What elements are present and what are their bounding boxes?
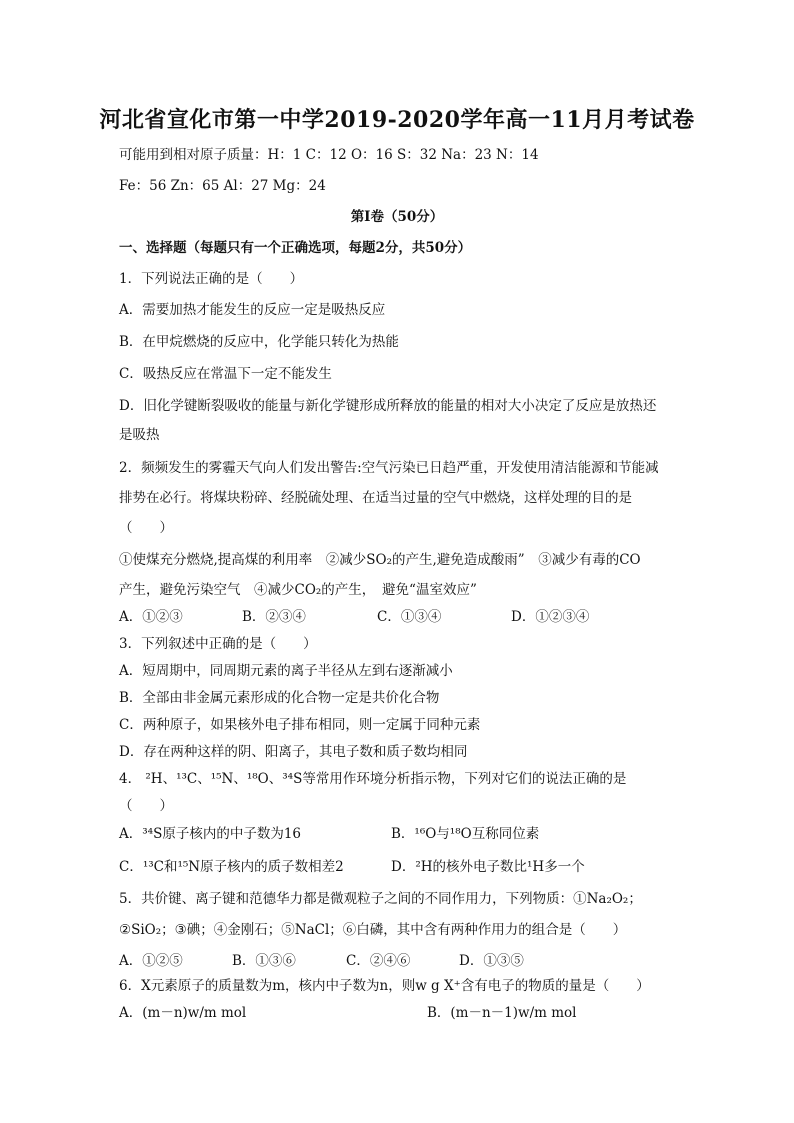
q3-option-b: B．全部由非金属元素形成的化合物一定是共价化合物 <box>119 690 440 706</box>
q5-option-c: C．②④⑥ <box>346 953 411 969</box>
q4-stem-line1: 4． ²H、¹³C、¹⁵N、¹⁸O、³⁴S等常用作环境分析指示物，下列对它们的说法正确的是 <box>119 771 627 787</box>
q4-option-b: B．¹⁶O与¹⁸O互称同位素 <box>391 826 540 842</box>
page-title: 河北省宣化市第一中学2019-2020学年高一11月月考试卷 <box>99 107 695 133</box>
q1-stem: 1．下列说法正确的是（ ） <box>119 271 304 287</box>
q5-stem-line2: ②SiO₂；③碘；④金刚石；⑤NaCl；⑥白磷，其中含有两种作用力的组合是（ ） <box>119 922 627 938</box>
q5-option-a: A．①②⑤ <box>119 953 183 969</box>
q2-stem-line2: 排势在必行。将煤块粉碎、经脱硫处理、在适当过量的空气中燃烧，这样处理的目的是 <box>119 490 632 506</box>
q5-stem-line1: 5．共价键、离子键和范德华力都是微观粒子之间的不同作用力，下列物质：①Na₂O₂； <box>119 891 642 907</box>
q3-option-c: C．两种原子，如果核外电子排布相同，则一定属于同种元素 <box>119 717 481 733</box>
q1-option-c: C．吸热反应在常温下一定不能发生 <box>119 366 332 382</box>
q1-option-d-line1: D．旧化学键断裂吸收的能量与新化学键形成所释放的能量的相对大小决定了反应是放热还 <box>119 398 657 414</box>
q2-items-line1: ①使煤充分燃烧,提高煤的利用率 ②减少SO₂的产生,避免造成酸雨” ③减少有毒的CO <box>119 552 641 568</box>
q2-option-a: A．①②③ <box>119 609 183 625</box>
q2-option-c: C．①③④ <box>377 609 442 625</box>
section-heading: 一、选择题（每题只有一个正确选项，每题2分，共50分） <box>119 240 472 256</box>
q4-option-a: A．³⁴S原子核内的中子数为16 <box>119 826 301 842</box>
q5-option-d: D．①③⑤ <box>459 953 524 969</box>
q4-option-d: D．²H的核外电子数比¹H多一个 <box>391 859 585 875</box>
q6-stem: 6．X元素原子的质量数为m，核内中子数为n，则w g X⁺含有电子的物质的量是（ ） <box>119 978 650 994</box>
q2-option-d: D．①②③④ <box>511 609 590 625</box>
q2-option-b: B．②③④ <box>242 609 306 625</box>
q2-items-line2: 产生，避免污染空气 ④减少CO₂的产生， 避免“温室效应” <box>119 582 477 598</box>
q2-stem-line1: 2．频频发生的雾霾天气向人们发出警告:空气污染已日趋严重，开发使用清洁能源和节能减 <box>119 460 659 476</box>
q1-option-d-line2: 是吸热 <box>119 427 160 443</box>
q4-stem-line2: （ ） <box>119 798 173 814</box>
part-heading: 第Ⅰ卷（50分） <box>350 209 444 225</box>
q4-option-c: C．¹³C和¹⁵N原子核内的质子数相差2 <box>119 859 344 875</box>
q6-option-b: B．(m－n－1)w/m mol <box>427 1005 577 1021</box>
q3-option-a: A．短周期中，同周期元素的离子半径从左到右逐渐减小 <box>119 663 453 679</box>
q1-option-b: B．在甲烷燃烧的反应中，化学能只转化为热能 <box>119 334 399 350</box>
q3-option-d: D．存在两种这样的阴、阳离子，其电子数和质子数均相同 <box>119 744 468 760</box>
atomic-mass-line-2: Fe：56 Zn：65 Al：27 Mg：24 <box>119 178 326 194</box>
q2-stem-line3: （ ） <box>119 520 173 536</box>
q1-option-a: A．需要加热才能发生的反应一定是吸热反应 <box>119 302 386 318</box>
q5-option-b: B．①③⑥ <box>232 953 296 969</box>
q3-stem: 3．下列叙述中正确的是（ ） <box>119 636 317 652</box>
q6-option-a: A．(m－n)w/m mol <box>119 1005 247 1021</box>
atomic-mass-line-1: 可能用到相对原子质量：H：1 C：12 O：16 S：32 Na：23 N：14 <box>119 147 539 163</box>
